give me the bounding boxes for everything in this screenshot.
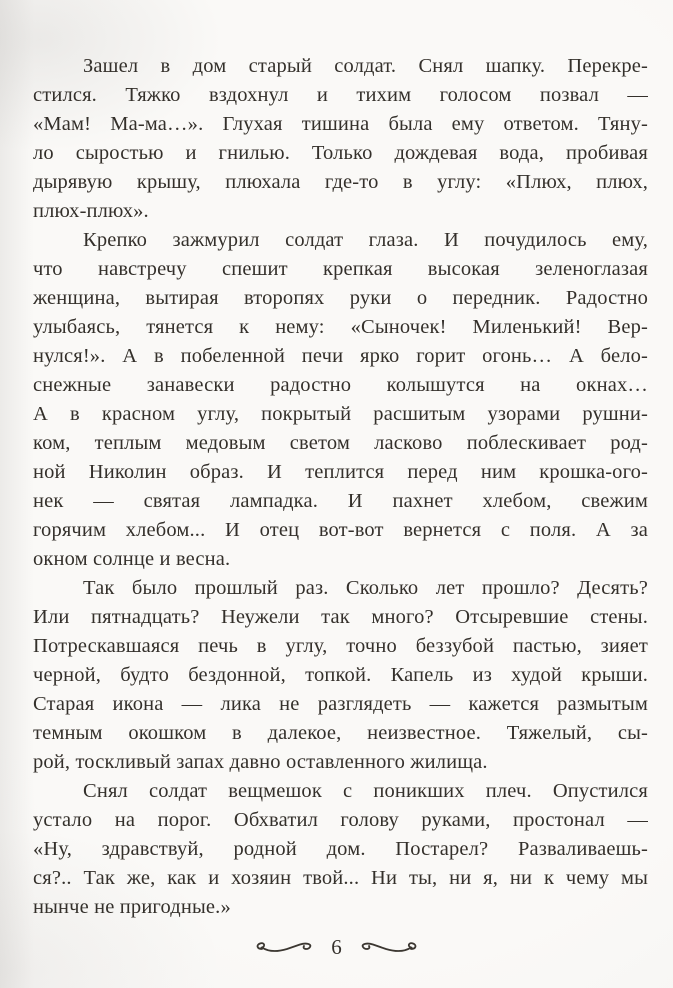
paragraph [33,574,648,777]
text-line: ся?.. Так же, как и хозяин твой... Ни ты, ни я, ни к чему мы [33,867,648,889]
text-line: А в красном углу, покрытый расшитым узорами рушни- [33,403,648,425]
text-line: Зашел в дом старый солдат. Снял шапку. Перекре- [83,55,648,77]
text-line: устало на порог. Обхватил голову руками, простонал — [33,809,648,831]
text-line: «Мам! Ма-ма…». Глухая тишина была ему ответом. Тяну- [33,113,648,135]
text-line: Старая икона — лика не разглядеть — кажется размытым [33,693,648,715]
text-line: ком, теплым медовым светом ласково поблескивает род- [33,432,648,454]
text-line: Крепко зажмурил солдат глаза. И почудилось ему, [83,229,648,251]
text-line: ной Николин образ. И теплится перед ним крошка-ого- [33,461,648,483]
text-line: черной, будто бездонной, топкой. Капель из худой крыши. [33,664,648,686]
page-number: 6 [331,934,342,959]
text-line: окном солнце и весна. [33,548,231,570]
text-line: рой, тоскливый запах давно оставленного жилища. [33,751,488,773]
text-line: женщина, вытирая второпях руки о передник. Радостно [33,287,648,309]
text-line: «Ну, здравствуй, родной дом. Постарел? Разваливаешь- [33,838,648,860]
text-line: что навстречу спешит крепкая высокая зеленоглазая [33,258,648,280]
text-line: снежные занавески радостно колышутся на окнах… [33,374,648,396]
text-line: горячим хлебом... И отец вот-вот вернется с поля. А за [33,519,648,541]
text-line: Так было прошлый раз. Сколько лет прошло? Десять? [83,577,648,599]
text-line: улыбаясь, тянется к нему: «Сыночек! Миленький! Вер- [33,316,648,338]
flourish-left-icon [255,937,315,957]
text-line: нек — святая лампадка. И пахнет хлебом, свежим [33,490,648,512]
paragraph [33,52,648,226]
text-line: ло сыростью и гнилью. Только дождевая вода, пробивая [33,142,648,164]
text-line: темным окошком в далекое, неизвестное. Тяжелый, сы- [33,722,648,744]
paragraph [33,777,648,922]
page-footer [0,930,673,964]
page-text [33,52,648,922]
text-line: стился. Тяжко вздохнул и тихим голосом позвал — [33,84,648,106]
text-line: нынче не пригодные.» [33,896,231,918]
text-line: Снял солдат вещмешок с поникших плеч. Опустился [83,780,648,802]
text-line: Или пятнадцать? Неужели так много? Отсыревшие стены. [33,606,648,628]
paragraph [33,226,648,574]
text-line: плюх-плюх». [33,200,149,222]
flourish-right-icon [358,937,418,957]
text-line: Потрескавшаяся печь в углу, точно беззубой пастью, зияет [33,635,648,657]
text-line: дырявую крышу, плюхала где-то в углу: «Плюх, плюх, [33,171,648,193]
text-line: нулся!». А в побеленной печи ярко горит огонь… А бело- [33,345,648,367]
